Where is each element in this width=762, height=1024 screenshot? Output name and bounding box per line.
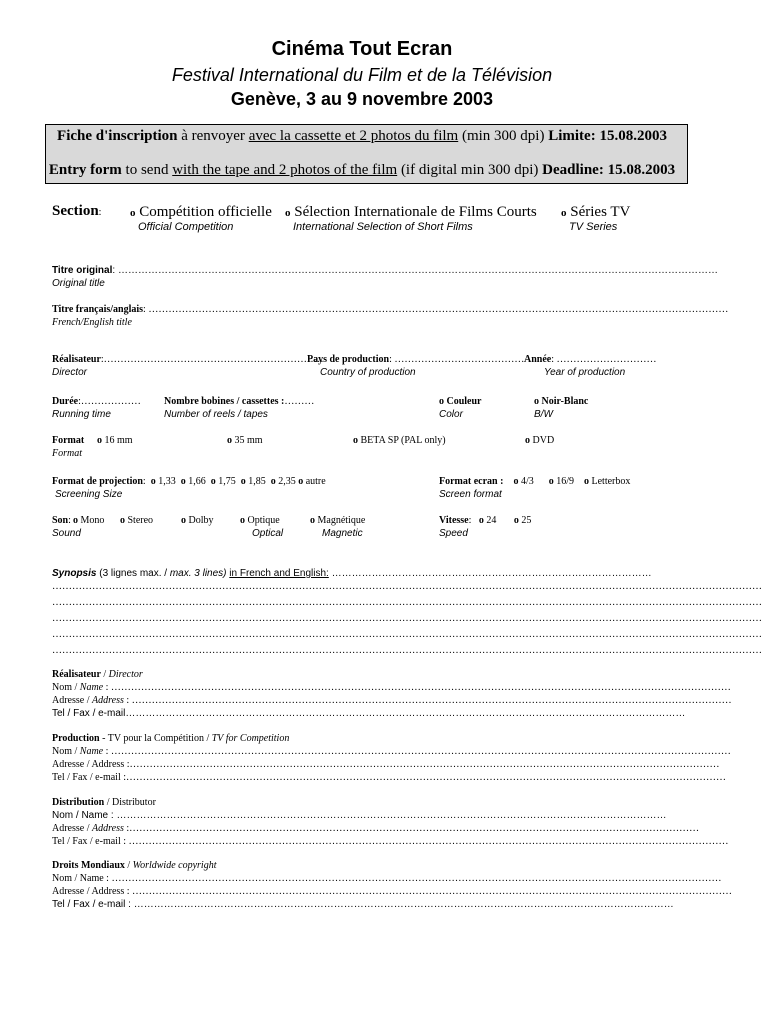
checkbox[interactable]: o <box>270 476 276 487</box>
checkbox[interactable]: o <box>181 515 186 526</box>
checkbox[interactable]: o <box>73 515 78 526</box>
format-dvd[interactable]: o DVD <box>525 435 555 446</box>
director-address-field[interactable]: Adresse / Address : ……………………………………………………………………………………………………………………………………………………………… <box>52 695 732 706</box>
color-option[interactable]: o Couleur <box>439 396 482 407</box>
synopsis-line-2[interactable]: …………………………………………………………………………………………………………………………………………………………………………………………… <box>52 597 762 608</box>
production-tel-field[interactable]: Tel / Fax / e-mail :……………………………………………………………………………………………………………………………………………………………… <box>52 772 727 783</box>
instructions-fr: Fiche d'inscription à renvoyer avec la cassette et 2 photos du film (min 300 dpi) Limite: 15.08.2003 <box>57 128 667 144</box>
country-field[interactable]: Pays de production: ………………………………… <box>307 354 525 365</box>
year-field[interactable]: Année: ………………………… <box>524 354 657 365</box>
projection-row[interactable]: Format de projection: o 1,33 o 1,66 o 1,75 o 1,85 o 2,35 o autre <box>52 476 326 487</box>
sound-magnetique-en: Magnetic <box>322 528 363 539</box>
screen-format-label-en: Screen format <box>439 489 502 500</box>
sound-optique-en: Optical <box>252 528 284 539</box>
projection-label-en: Screening Size <box>55 489 123 500</box>
checkbox[interactable]: o <box>180 476 186 487</box>
original-title-field[interactable]: Titre original: ……………………………………………………………………………………………………………………………………………………………… <box>52 265 718 276</box>
synopsis-line-1[interactable]: …………………………………………………………………………………………………………………………………………………………………………………………… <box>52 581 762 592</box>
synopsis-field[interactable]: Synopsis (3 lignes max. / max. 3 lines) in French and English: …………………………………………………………………………………… <box>52 568 652 579</box>
distribution-address-field[interactable]: Adresse / Address :……………………………………………………………………………………………………………………………………………………… <box>52 823 700 834</box>
section-option-shorts-en: International Selection of Short Films <box>293 221 473 233</box>
section-option-competition-en: Official Competition <box>138 221 234 233</box>
rights-tel-field[interactable]: Tel / Fax / e-mail : ……………………………………………………………………………………………………………………………………………… <box>52 899 674 910</box>
festival-dates: Genève, 3 au 9 novembre 2003 <box>230 89 494 109</box>
checkbox[interactable]: o <box>298 476 304 487</box>
director-contact-title: Réalisateur / Director <box>52 669 143 680</box>
checkbox[interactable]: o <box>310 515 315 526</box>
format-label: Format <box>52 435 85 446</box>
screen-format-row[interactable]: Format ecran : o 4/3 o 16/9 o Letterbox <box>439 476 631 487</box>
checkbox[interactable]: o <box>513 515 519 526</box>
original-title-label-en: Original title <box>52 278 105 289</box>
production-name-field[interactable]: Nom / Name : …………………………………………………………………………………………………………………………………………………………………… <box>52 746 731 757</box>
format-16mm[interactable]: o 16 mm <box>97 435 133 446</box>
checkbox[interactable]: o <box>534 396 539 407</box>
format-label-en: Format <box>52 448 82 459</box>
director-label-en: Director <box>52 367 88 378</box>
duration-field[interactable]: Durée:……………… <box>52 396 141 407</box>
section-option-competition[interactable]: o Compétition officielle <box>130 204 272 220</box>
director-tel-field[interactable]: Tel / Fax / e-mail…………………………………………………………………………………………………………………………………………………… <box>52 708 686 719</box>
checkbox[interactable]: o <box>478 515 484 526</box>
checkbox[interactable]: o <box>285 207 291 219</box>
sound-optique[interactable]: o Optique <box>240 515 280 526</box>
duration-label-en: Running time <box>52 409 111 420</box>
country-label-en: Country of production <box>320 367 416 378</box>
translated-title-label-en: French/English title <box>52 317 132 328</box>
bw-label-en: B/W <box>534 409 553 420</box>
format-35mm[interactable]: o 35 mm <box>227 435 263 446</box>
sound-stereo[interactable]: o Stereo <box>120 515 154 526</box>
synopsis-line-5[interactable]: …………………………………………………………………………………………………………………………………………………………………………………………… <box>52 645 762 656</box>
checkbox[interactable]: o <box>240 515 245 526</box>
sound-label-en: Sound <box>52 528 81 539</box>
rights-name-field[interactable]: Nom / Name : ………………………………………………………………………………………………………………………………………………………………… <box>52 873 722 884</box>
sound-label: Son: <box>52 515 71 526</box>
year-label-en: Year of production <box>544 367 626 378</box>
speed-label-en: Speed <box>439 528 468 539</box>
checkbox[interactable]: o <box>227 435 232 446</box>
reels-field[interactable]: Nombre bobines / cassettes :……… <box>164 396 315 407</box>
checkbox[interactable]: o <box>353 435 358 446</box>
sound-magnetique[interactable]: o Magnétique <box>310 515 366 526</box>
director-field[interactable]: Réalisateur:………………………………………………………… <box>52 354 324 365</box>
checkbox[interactable]: o <box>584 476 589 487</box>
section-option-shorts[interactable]: o Sélection Internationale de Films Courts <box>285 204 537 220</box>
production-title: Production - TV pour la Compétition / TV for Competition <box>52 733 290 744</box>
bw-option[interactable]: o Noir-Blanc <box>534 396 589 407</box>
production-address-field[interactable]: Adresse / Address :…………………………………………………………………………………………………………………………………………………………… <box>52 759 720 770</box>
speed-row[interactable]: Vitesse: o 24 o 25 <box>439 515 532 526</box>
checkbox[interactable]: o <box>525 435 530 446</box>
distribution-tel-field[interactable]: Tel / Fax / e-mail : ……………………………………………………………………………………………………………………………………………………………… <box>52 836 729 847</box>
rights-title: Droits Mondiaux / Worldwide copyright <box>52 860 217 871</box>
checkbox[interactable]: o <box>120 515 125 526</box>
translated-title-field[interactable]: Titre français/anglais: ………………………………………………………………………………………………………………………………………………………… <box>52 304 729 315</box>
section-label: Section: <box>52 203 102 219</box>
sound-mono[interactable]: o Mono <box>73 515 105 526</box>
distribution-title: Distribution / Distributor <box>52 797 156 808</box>
section-option-tv-en: TV Series <box>569 221 618 233</box>
page-title: Cinéma Tout Ecran <box>271 38 453 60</box>
checkbox[interactable]: o <box>150 476 156 487</box>
rights-address-field[interactable]: Adresse / Address : ……………………………………………………………………………………………………………………………………………………………… <box>52 886 732 897</box>
distribution-name-field[interactable]: Nom / Name : ………………………………………………………………………………………………………………………………………………… <box>52 810 667 821</box>
section-option-tv[interactable]: o Séries TV <box>561 204 631 220</box>
checkbox[interactable]: o <box>439 396 444 407</box>
checkbox[interactable]: o <box>97 435 102 446</box>
reels-label-en: Number of reels / tapes <box>164 409 268 420</box>
checkbox[interactable]: o <box>513 476 519 487</box>
synopsis-line-4[interactable]: …………………………………………………………………………………………………………………………………………………………………………………………… <box>52 629 762 640</box>
checkbox[interactable]: o <box>561 207 567 219</box>
synopsis-line-3[interactable]: …………………………………………………………………………………………………………………………………………………………………………………………… <box>52 613 762 624</box>
format-beta[interactable]: o BETA SP (PAL only) <box>353 435 446 446</box>
page-subtitle: Festival International du Film et de la Télévision <box>171 65 553 85</box>
checkbox[interactable]: o <box>130 207 136 219</box>
instructions-en: Entry form to send with the tape and 2 photos of the film (if digital min 300 dpi) Deadline: 15.08.2003 <box>48 162 676 178</box>
checkbox[interactable]: o <box>210 476 216 487</box>
sound-dolby[interactable]: o Dolby <box>181 515 214 526</box>
checkbox[interactable]: o <box>240 476 246 487</box>
color-label-en: Color <box>439 409 463 420</box>
checkbox[interactable]: o <box>548 476 554 487</box>
director-name-field[interactable]: Nom / Name : …………………………………………………………………………………………………………………………………………………………………… <box>52 682 731 693</box>
